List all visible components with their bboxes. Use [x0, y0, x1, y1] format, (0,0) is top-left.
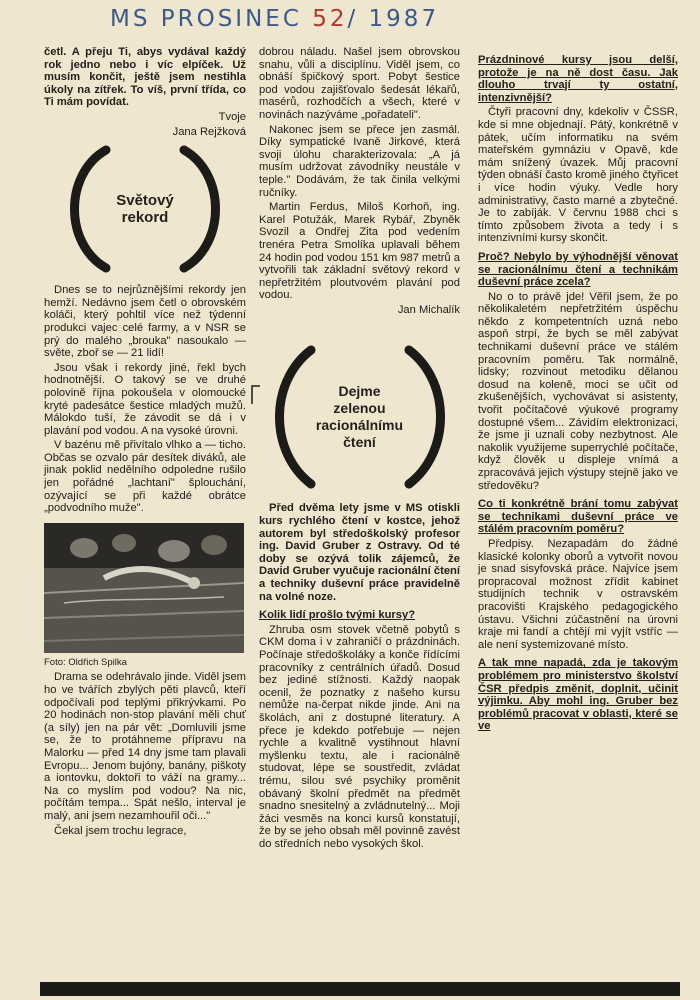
- paragraph: dobrou náladu. Našel jsem obrovskou snahu, vůli a disciplínu. Viděl jsem, co obnáší špičkový sport. Pobyt šestice pod vodou zajišťovalo šedesát lékařů, masérů, rozhodčích a všech, které v novinách nazýváme „pořadateli".: [259, 46, 460, 121]
- headline-rational-reading: [259, 342, 460, 492]
- interview-question: Co ti konkrétně brání tomu zabývat se technikami duševní práce ve stálém pracovním poměru?: [478, 498, 678, 536]
- interview-question: Kolik lidí prošlo tvými kursy?: [259, 609, 416, 622]
- column-2: [259, 46, 460, 853]
- interview-intro: Před dvěma lety jsme v MS otiskli kurs rychlého čtení v kostce, jehož autorem byl středoškolský profesor ing. David Gruber z Ostravy. Od té doby se ozývá tolik zájemců, že David Gruber vyučuje racionální čtení a techniky duševní práce pravidelně na volné noze.: [259, 502, 460, 603]
- letter-ending: četl. A přeju Ti, abys vydával každý rok jedno nebo i víc elpíček. Už musím končit, ještě jsem nestihla úkoly na zítřek. To víš, první třída, co Ti mám povídat.: [44, 46, 246, 109]
- photo-image: [44, 523, 244, 653]
- paragraph: Dnes se to nejrůznějšími rekordy jen hemží. Nedávno jsem četl o obrovském koláči, který pohltil více než týdenní produkci vajec celé farmy, a v NSR se prý do malého „brouka" nasoukalo — světe, zboř se — 21 lidí!: [44, 284, 246, 360]
- interview-answer: Předpisy. Nezapadám do žádné klasické kolonky oborů a vytvořit novou je snad sisyfovská práce. Najvíce jsem propracoval možnost zřídit kabinet studijních technik v ostravském pracovišti Krajského pedagogického ústavu. Všichni zúčastnění na úrovni kraje mi fandí a chtějí mi vyjít vstříc — ale není systemizované místo.: [478, 537, 678, 651]
- interview-question: A tak mne napadá, zda je takovým problémem pro ministerstvo školství ČSR předpis změnit, doplnit, učinit výjimku. Aby mohl ing. Gruber bez problémů pracovat v oblasti, které se ve: [478, 657, 678, 733]
- interview-answer: Čtyři pracovní dny, kdekoliv v ČSSR, kde si mne objednají. Pátý, konkrétně v pátek, učím informatiku na svém mateřském gymnáziu v Opavě, kde mám snížený úvazek. Můj pracovní týden obnáší často kromě jiného čtyřicet i více hodin výuky. Vedle hory administrativy, často marné a zbytečné. Je to zabíják. V červnu 1988 chci s tímto způsobem života a tedy i s intenzivními kursy skončit.: [478, 106, 678, 245]
- swimming-photo: [44, 523, 244, 653]
- paragraph: Drama se odehrávalo jinde. Viděl jsem ho ve tvářích zbylých pěti plavců, kteří odpočívali pod teplými přikrývkami. Po 20 hodinách non-stop plavání měli chuť (a síly) jen na pár vět: „Domluvili jsme se, že to protáhneme přípravu na Malorku — před 14 dny jsme tam plavali Evropu... Jenom bujóny, banány, piškoty a iontovku, doktoři to váží na gramy... Na co myslím pod vodou? Na nic, počítám tempa... Spát nešlo, interval je malý, ani jsem nezamhouřil oči...": [44, 671, 246, 822]
- interview-answer: Zhruba osm stovek včetně pobytů s CKM doma i v zahraničí o prázdninách. Počínaje středoškoláky a konče řídícími pracovníky z centrálních úřadů. Dosud bez jediné stížnosti. Každý naopak ocenil, že poznatky z našeho kursu nemůže na-čerpat nikde jinde. Ani na školách, ani z dostupné literatury. A přece je kdekdo potřebuje — nejen rychle a kvalitně vystihnout hlavní myšlenku textu, ale i racionálně studovat, lépe se soustředit, zvládat trému, silou své psychiky proměnit obávaný školní předmět na předmět snadno snesitelný a zvládnutelný... Moji žáci vesměs na konci kursů konstatují, že by se jeho obsah měl povinně zavést do středních nebo vysokých škol.: [259, 623, 460, 850]
- column-1: [44, 46, 246, 839]
- corner-mark: [250, 385, 262, 405]
- letter-sign-1: Tvoje: [218, 110, 246, 123]
- paragraph: Nakonec jsem se přece jen zasmál. Díky sympatické Ivaně Jirkové, která svoji úlohu charakterizovala: „A já musím udržovat závodníky neustále v teple." Dodávám, že tak činila velkými ručníky.: [259, 123, 460, 199]
- paragraph: Martin Ferdus, Miloš Korhoň, ing. Karel Potužák, Marek Rybář, Zbyněk Svozil a Ondřej Zita pod vedením trenéra Petra Smolíka uplavali během 24 hodin pod vodou 151 km 987 metrů a vytvořili tak základní světový rekord v nepřetržitém ploutvovém plavání pod vodou.: [259, 201, 460, 302]
- headline-text: [259, 342, 460, 492]
- handwritten-note: [110, 6, 530, 42]
- letter-sign-2: Jana Rejžková: [172, 125, 246, 138]
- headline-world-record: [44, 144, 246, 274]
- column-3: [478, 46, 678, 735]
- bottom-bar: [40, 982, 680, 996]
- interview-answer: No o to právě jde! Věřil jsem, že po několikaletém nepřetržitém úspěchu někdo z kompetentních uzná nebo aspoň strpí, že bych se měl zabývat technikami duševní práce ve stálém pracovním poměru. Tak normálně, lidsky; rozvinout metodiku dělanou dosud na koleně, moci se učit od zkušenějších, vychovávat si asistenty, tvořit počítačové výukové programy dostupné všem... Závidím elektronizaci, že jsme ji uznali coby nezbytnost. Ale nakolik využijeme superrychlé počítače, když člověk u displeje vnímá a zpracovává jejich výstupy stejně jako ve středověku?: [478, 290, 678, 492]
- interview-question: Prázdninové kursy jsou delší, protože je na ně dost času. Jak dlouho trvají ty ostatní, intenzivnější?: [478, 54, 678, 104]
- paragraph: Jsou však i rekordy jiné, řekl bych hodnotnější. O takový se ve druhé polovině října pokoušela v olomoucké kryté padesátce šestice mladých mužů. Málokdo tuší, že závodit se dá i v plavání pod vodou. A na vysoké úrovni.: [44, 361, 246, 437]
- headline-text: [44, 144, 246, 274]
- headline-line-1: Světový: [116, 192, 174, 210]
- headline-line-2: zelenou: [333, 400, 386, 417]
- handwritten-number: 52: [312, 6, 348, 32]
- headline-line-4: čtení: [343, 434, 376, 451]
- interview-question: Proč? Nebylo by výhodnější věnovat se racionálnímu čtení a technikám duševní práce zcela?: [478, 250, 678, 289]
- paragraph: Čekal jsem trochu legrace,: [54, 824, 187, 837]
- photo-caption: Foto: Oldřich Spilka: [44, 656, 127, 668]
- paragraph: V bazénu mě přivítalo vlhko a — ticho. Občas se ozvalo pár desítek diváků, ale jinak poklid nedělního odpoledne rušilo jen pořádné „lachtaní" šplouchání, ozývající se při každé obrátce „podvodního muže".: [44, 439, 246, 515]
- headline-line-1: Dejme: [338, 383, 381, 400]
- handwritten-suffix: / 1987: [347, 6, 440, 32]
- handwritten-prefix: MS PROSINEC: [110, 6, 313, 32]
- article-sign: Jan Michalík: [397, 303, 460, 316]
- headline-line-3: racionálnímu: [315, 417, 404, 434]
- headline-line-2: rekord: [121, 209, 169, 227]
